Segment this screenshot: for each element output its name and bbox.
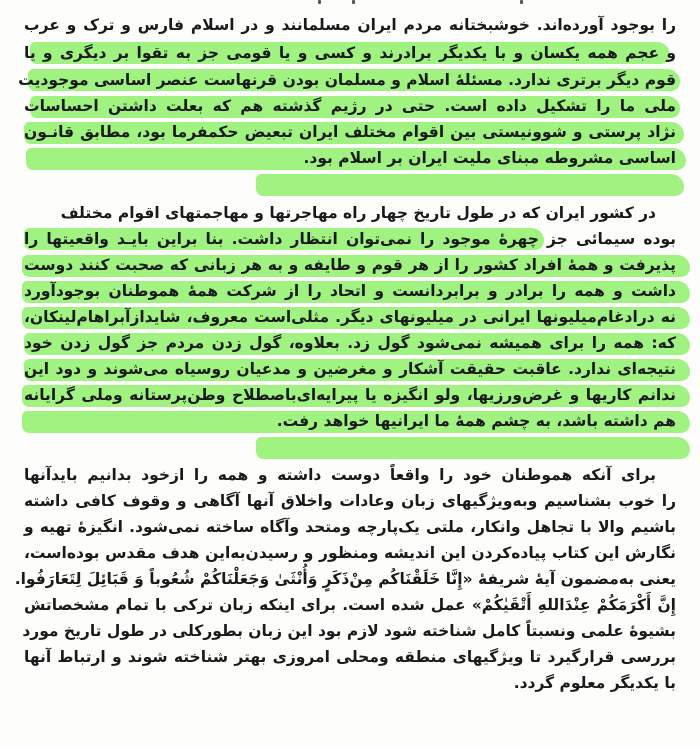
ink-mark [318,0,321,4]
highlight-stroke [256,437,690,459]
highlight-stroke [256,174,684,196]
text-line: با یکدیگر معلوم گردد. [513,674,676,692]
text-line: ندانم کاریها و غرض‌ورزیها، ولو انگیزه یا پیرایه‌ای‌باصطلاح وطن‌پرستانه وملی گرایانه [24,386,676,404]
cut-off-previous-line [0,0,700,8]
text-line: بشیوهٔ علمی ونسبتاً کامل شناخته شود لازم بود این زبان بطورکلی در طول تاریخ مورد [22,622,676,640]
ink-mark [352,0,355,4]
text-line: بررسی قرارگیرد تا ویژگیهای منطقه ومحلی امروزی بهتر شناخته شوند و ارتباط آنها [24,648,676,666]
text-line: نگارش این کتاب پیاده‌کردن این اندیشه ومنظور و رسیدن‌به‌این هدف مقدس بوده‌است، [24,544,676,562]
ink-mark [520,0,523,4]
text-line: یعنی به‌مضمون آیهٔ شریفهٔ «إِنَّا خَلَقْنَاکُم مِنْ‌ذَکَرٍ وَأُنْثَیٰ وَجَعَلْنَاکُمْ شُعُوباً وَ قَبَائِلَ لِتَعَارَفُوا. [14,570,676,588]
text-line: و عجم همه یکسان و با یکدیگر برادرند و کسی و یا قومی جز به تقوا بر دیگری و یا [24,44,676,62]
text-line: بوده سیمائی جز چهرهٔ موجود را نمی‌توان انتظار داشت. بنا براین بایـد واقعیتها را [24,230,676,248]
text-line: در کشور ایران که در طول تاریخ چهار راه مهاجرتها و مهاجمتهای اقوام مختلف [60,204,656,222]
text-line: نژاد پرستی و شوونیستی بین اقوام مختلف ایران تبعیض حکمفرما بود، مطابق قانـون [24,123,676,141]
text-line: نه درادغام‌میلیونها ایرانی در میلیونهای دیگر. مثلی‌است معروف، شایدازآبراهام‌لینکان، [24,308,676,326]
text-line: نتیجه‌ای ندارد. عاقبت حقیقت آشکار و مغرضین و مدعیان روسیاه می‌شوند و دود این [24,360,676,378]
text-line: را بوجود آورده‌اند. خوشبختانه مردم ایران مسلمانند و در اسلام فارس و ترک و عرب [24,16,676,34]
text-line: را خوب بشناسیم وبه‌ویژگیهای زبان وعادات واخلاق آنها آگاهی و وقوف کافی داشته [24,492,676,510]
text-line: ملی ما را تشکیل داده است. حتی در رژیم گذشته هم که بعلت داشتن احساسات [24,97,676,115]
text-line: إِنَّ أَکْرَمَکُمْ عِنْدَاللهِ أَتْقَیٰکُمْ» عمل شده است. برای اینکه زبان ترکی با تمام مشخصاتش [24,596,676,614]
text-line: پذیرفت و همهٔ افراد کشور را از هر قوم و طایفه و به هر زبانی که صحبت کنند دوست [24,256,676,274]
text-line: که: همه را برای همیشه نمی‌شود گول زد. بعلاوه، گول زدن مردم جز گول زدن خود [24,334,676,352]
text-line: داشت و همه را برادر و برابردانست و اتحاد را از شرکت همهٔ هموطنان بوجودآورد [24,282,676,300]
text-line: باشیم والا با تجاهل وانکار، ملتی یک‌پارچه ومتحد وآگاه ساخته نمی‌شود. انگیزهٔ تهیه و [24,518,676,536]
text-line: اساسی مشروطه مبنای ملیت ایران بر اسلام بود. [303,149,676,167]
text-line: برای آنکه هموطنان خود را واقعاً دوست داشته و همه را ازخود بدانیم بایدآنها [24,466,656,484]
text-line: هم داشته باشد، به چشم همهٔ ما ایرانیها خواهد رفت. [276,412,676,430]
text-line: قوم دیگر برتری ندارد. مسئلهٔ اسلام و مسلمان بودن قرنهاست عنصر اساسی موجودیت [18,71,676,89]
